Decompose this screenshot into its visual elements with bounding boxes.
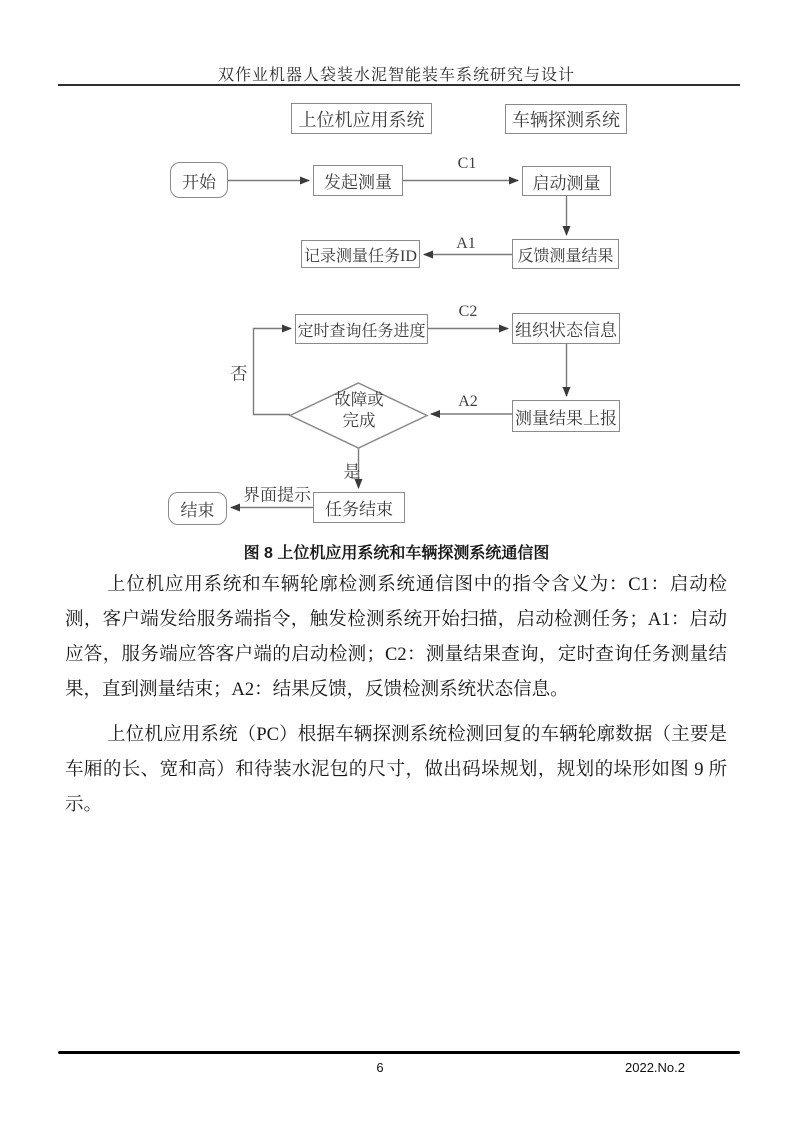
edge-label-a1: A1 bbox=[456, 235, 476, 252]
node-initiate-measure: 发起测量 bbox=[313, 165, 403, 196]
page-number: 6 bbox=[376, 1060, 384, 1075]
edge-label-no: 否 bbox=[230, 364, 248, 384]
lane-header-host-app: 上位机应用系统 bbox=[291, 103, 432, 134]
node-start: 开始 bbox=[170, 162, 228, 198]
node-poll-progress: 定时查询任务进度 bbox=[295, 314, 428, 344]
footer-rule bbox=[58, 1051, 740, 1054]
decision-label-line1: 故障或 bbox=[334, 390, 384, 409]
edge-label-a2: A2 bbox=[458, 393, 478, 410]
node-task-finish: 任务结束 bbox=[313, 492, 405, 523]
lane-header-vehicle-detect: 车辆探测系统 bbox=[505, 104, 627, 134]
decision-label bbox=[291, 389, 427, 431]
arrow-no-loop-to-poll bbox=[254, 329, 292, 415]
decision-label-line2: 完成 bbox=[342, 411, 376, 430]
paragraph-stacking-plan: 上位机应用系统（PC）根据车辆探测系统检测回复的车辆轮廓数据（主要是车厢的长、宽和高）和待装水泥包的尺寸，做出码垛规划，规划的垛形如图 9 所示。 bbox=[65, 725, 727, 815]
body-text bbox=[65, 568, 727, 823]
node-record-task-id: 记录测量任务ID bbox=[301, 240, 420, 268]
edge-label-ui-prompt: 界面提示 bbox=[243, 485, 311, 505]
edge-label-c1: C1 bbox=[457, 155, 477, 172]
node-end: 结束 bbox=[168, 492, 227, 525]
edge-label-yes: 是 bbox=[343, 462, 361, 482]
figure-caption: 图 8 上位机应用系统和车辆探测系统通信图 bbox=[243, 545, 550, 562]
node-start-measure: 启动测量 bbox=[522, 166, 611, 196]
issue-label: 2022.No.2 bbox=[625, 1060, 685, 1075]
running-header-title: 双作业机器人袋装水泥智能装车系统研究与设计 bbox=[217, 67, 575, 84]
paragraph-command-meanings: 上位机应用系统和车辆轮廓检测系统通信图中的指令含义为：C1：启动检测，客户端发给服务端指令，触发检测系统开始扫描，启动检测任务；A1：启动应答，服务端应答客户端的启动检测；C2：测量结果查询，定时查询任务测量结果，直到测量结束；A2：结果反馈，反馈检测系统状态信息。 bbox=[65, 575, 727, 700]
node-feedback-result: 反馈测量结果 bbox=[512, 239, 619, 269]
node-organize-status: 组织状态信息 bbox=[512, 313, 620, 344]
node-report-result: 测量结果上报 bbox=[512, 400, 620, 432]
flowchart-connectors bbox=[0, 0, 793, 560]
edge-label-c2: C2 bbox=[458, 303, 478, 320]
